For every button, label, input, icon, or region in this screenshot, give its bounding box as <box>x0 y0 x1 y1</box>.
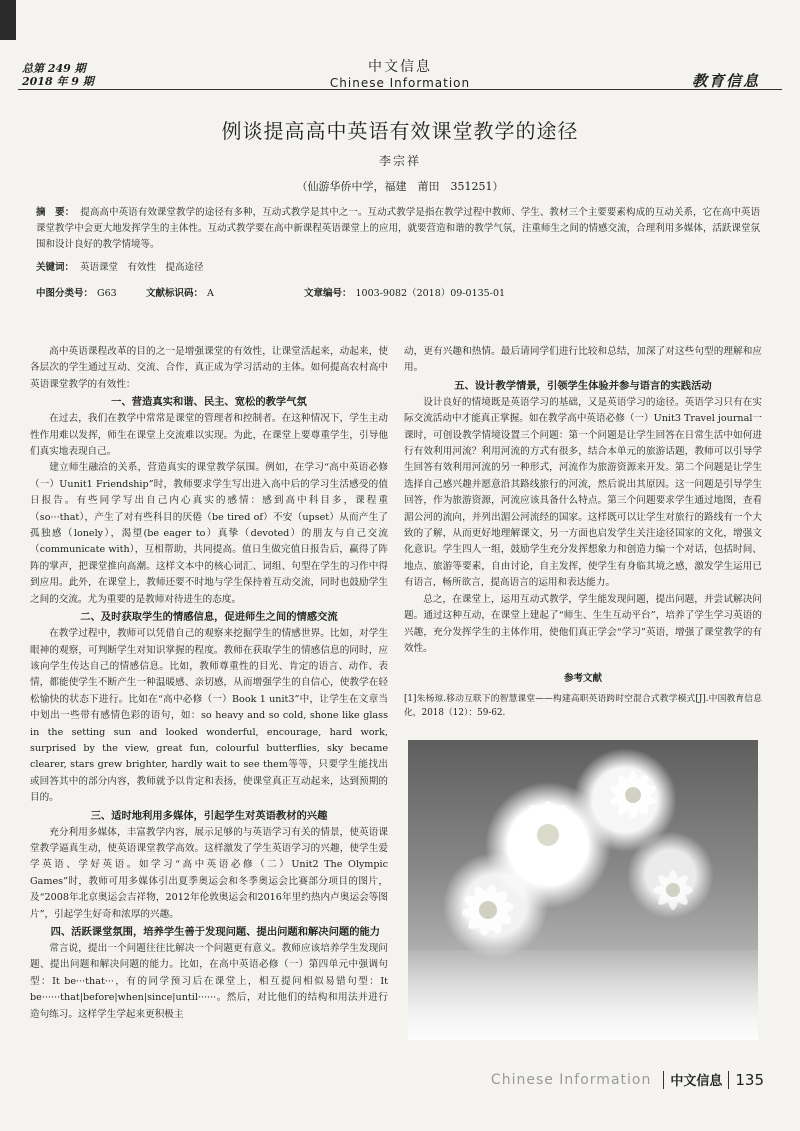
section-heading-1: 一、营造真实和谐、民主、宽松的教学气氛 <box>111 396 307 409</box>
footer-journal-cn: 中文信息 <box>670 1074 723 1089</box>
clc-field <box>36 285 117 299</box>
paragraph: 充分利用多媒体，丰富教学内容，展示足够的与英语学习有关的情景，使英语课堂教学逼真生动，使英语课堂教学高效。这样激发了学生英语学习的兴趣，使学生爱学英语、学好英语。如学习“高中英语必修（二）Unit2 The Olympic Games”时，教师可用多媒体引出夏季奥运会和冬季奥运会比赛部分项目的图片，及“2008年北京奥运会吉祥物，2012年伦敦奥运会和2016年里约热内卢奥运会等图片”，引起学生好奇和浓厚的兴趣。 <box>30 826 388 920</box>
issue-date: 2018 年 9 期 <box>22 75 94 88</box>
decorative-flower-photo <box>408 740 758 1040</box>
section-heading-3: 三、适时地利用多媒体，引起学生对英语教材的兴趣 <box>90 809 328 822</box>
article-no-value: 1003-9082（2018）09-0135-01 <box>355 288 506 299</box>
clc-label: 中图分类号： <box>36 288 94 299</box>
article-author: 李宗祥 <box>378 154 421 168</box>
water-reflection <box>408 950 758 1040</box>
abstract-text: 提高高中英语有效课堂教学的途径有多种，互动式教学是其中之一。互动式教学是指在教学过程中教师、学生、教材三个主要要素构成的互动关系，它在高中英语课堂教学中会更大地发挥学生的主体性。互动式教学要在高中新课程英语课堂上的应用，就要营造和谐的教学气氛，注重师生之间的情感交流，合理利用多媒体，活跃课堂氛围和设计良好的教学情境等。 <box>36 207 760 250</box>
paragraph: 设计良好的情境既是英语学习的基础，又是英语学习的途径。英语学习只有在实际交流活动中才能真正掌握。如在教学高中英语必修（一）Unit3 Travel journal一课时，可创设教学情境设置三个问题：第一个问题是让学生回答在日常生活中如何进行有效利用河流？利用河流的方式有很多，结合本单元的旅游话题，教师可以引导学生回答有效利用河流的另一种形式，河流作为旅游资源来开发。第二个问题是让学生选择自己感兴趣并愿意沿其路线旅行的河流，然后说出其原因。这一问题是引导学生回答，作为旅游资源，河流应该具备什么特点。第三个问题要求学生通过地图，查看湄公河的流向，并列出湄公河流经的国家。这样既可以让学生对旅行的路线有一个大致的了解，从而更好地理解课文，另一方面也启发学生关注途径国家的文化，增强文化意识。学生四人一组，鼓励学生充分发挥想象力和创造力编一个对话，包括时间、地点、旅游等要素，自由讨论，自主发挥，使学生有身临其境之感，激发学生运用已有语言，畅所欲言，提高语言的运用和表达能力。 <box>404 396 762 589</box>
body-column-left <box>30 344 388 1023</box>
abstract <box>36 205 760 253</box>
conclusion-paragraph: 总之，在课堂上，运用互动式教学，学生能发现问题，提出问题，并尝试解决问题。通过这种互动，在课堂上建起了“师生、生生互动平台”，培养了学生学习英语的兴趣，充分发挥学生的主体作用，使他们真正学会“学习”英语，增强了课堂教学的有效性。 <box>404 593 762 654</box>
article-no-field <box>304 285 505 299</box>
references-title: 参考文献 <box>563 673 602 685</box>
footer-divider <box>728 1071 729 1089</box>
journal-name-en: Chinese Information <box>329 76 471 90</box>
clc-value: G63 <box>97 288 117 299</box>
article-no-label: 文章编号： <box>304 288 352 299</box>
section-heading-5: 五、设计教学情景，引领学生体验并参与语言的实践活动 <box>454 379 712 392</box>
doc-code-label: 文献标识码： <box>146 288 204 299</box>
section-heading-4: 四、活跃课堂氛围，培养学生善于发现问题、提出问题和解决问题的能力 <box>50 926 381 938</box>
paragraph: 动，更有兴趣和热情。最后请同学们进行比较和总结，加深了对这些句型的理解和应用。 <box>404 346 762 374</box>
page-footer <box>491 1070 764 1089</box>
header-rule <box>18 89 782 90</box>
issue-info <box>22 62 94 88</box>
paragraph: 建立师生融洽的关系，营造真实的课堂教学氛围。例如，在学习“高中英语必修（一）Uunit1 Friendship”时，教师要求学生写出进入高中后的学习生活感受的值日报告。有些同学写出自己内心真实的感情：感到高中科目多，课程重（so···that），产生了对有些科目的厌倦（be tired of）不安（upset）从而产生了孤独感（lonely），渴望(be eager to）真挚（devoted）的朋友与自己交流（communicate with），互相帮助，共同提高。值日生做完值日报告后，赢得了阵阵的掌声，把课堂推向高潮。这样文本中的核心词汇、词组、句型在学生的习作中得到应用。此外，在课堂上，教师还要不时地与学生保持着互动交流，同时也鼓励学生之间的交流。尤为重要的是教师对待进生的态度。 <box>30 462 388 605</box>
journal-masthead <box>290 56 510 90</box>
author-affiliation: （仙游华侨中学，福建 莆田 351251） <box>296 180 504 193</box>
doc-code-value: A <box>207 288 214 299</box>
page-number: 135 <box>735 1070 764 1089</box>
scan-corner-mark <box>0 0 16 40</box>
keywords <box>36 259 204 273</box>
paragraph: 在教学过程中，教师可以凭借自己的观察来挖掘学生的情感世界。比如，对学生眼神的观察，可判断学生对知识掌握的程度。教师在获取学生的情感信息的同时，应该向学生传达自己的情感信息。比如，教师尊重性的目光、肯定的语言、动作、表情，都能使学生不断产生一种温暖感、亲切感，从而增强学生的自信心，使教学在轻松愉快的状态下进行。比如在“高中必修（一）Book 1 unit3”中，让学生在文章当中划出一些带有感情色彩的语句，如：so heavy and so cold, shone like glass in the setting sun and looked wonderful, encourage, hard work, surprised by the view, great fun, colourful butterflies, sky became clearer, stars grew brighter, hardly wait to see them等等，只要学生能找出或回答其中的部分内容，教师就予以肯定和表扬，使课堂真正互动起来，达到预期的目的。 <box>30 628 388 804</box>
footer-journal-en: Chinese Information <box>490 1071 652 1088</box>
intro-paragraph: 高中英语课程改革的目的之一是增强课堂的有效性，让课堂活起来，动起来，使各层次的学生通过互动、交流、合作，真正成为学习活动的主体。如何提高农村高中英语课堂教学的有效性： <box>30 346 388 390</box>
abstract-label: 摘 要： <box>36 207 75 218</box>
section-name: 教育信息 <box>691 72 760 90</box>
footer-divider <box>663 1071 664 1089</box>
section-heading-2: 二、及时获取学生的情感信息，促进师生之间的情感交流 <box>80 611 338 624</box>
keywords-text: 英语课堂 有效性 提高途径 <box>80 262 204 273</box>
doc-code-field <box>146 285 214 299</box>
article-title: 例谈提高高中英语有效课堂教学的途径 <box>221 119 579 143</box>
keywords-label: 关键词： <box>36 262 75 273</box>
issue-total: 总第 249 期 <box>22 62 86 75</box>
reference-item: [1]朱杨琼.移动互联下的智慧课堂——构建高职英语跨时空混合式教学模式[J].中国教育信息化，2018（12）：59-62. <box>404 693 762 718</box>
paragraph: 常言说，提出一个问题往往比解决一个问题更有意义。教师应该培养学生发现问题、提出问题和解决问题的能力。比如，在高中英语必修（一）第四单元中强调句型：It be···that···，有的同学预习后在课堂上，相互提问相似易错句型：It be······that|before|when|since|until······。然后，对比他们的结构和用法并进行造句练习。这样学生学起来更积极主 <box>30 943 388 1020</box>
paragraph: 在过去，我们在教学中常常是课堂的管理者和控制者。在这种情况下，学生主动性作用难以发挥，师生在课堂上交流难以实现。为此，在课堂上要尊重学生，引导他们真实地表现自己。 <box>30 413 388 458</box>
body-column-right <box>404 344 762 720</box>
journal-name-cn: 中文信息 <box>368 59 432 75</box>
